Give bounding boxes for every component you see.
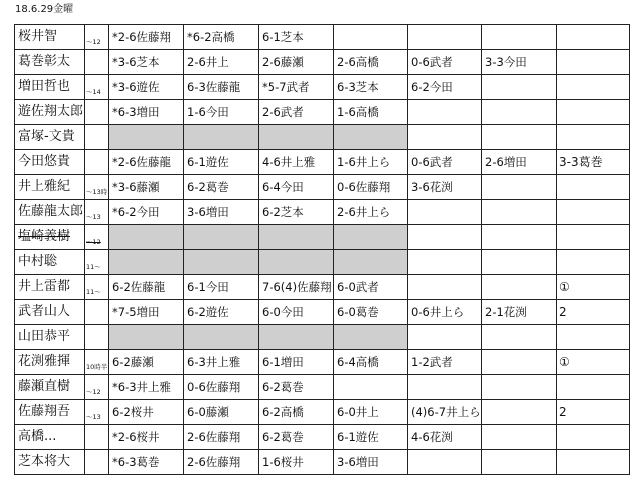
match-result-cell[interactable] — [184, 125, 259, 150]
time-note[interactable]: ～13時 — [85, 175, 109, 200]
time-note[interactable] — [85, 50, 109, 75]
time-note[interactable] — [85, 325, 109, 350]
match-result-cell[interactable]: 6-2葛巻 — [259, 425, 334, 450]
match-result-cell[interactable] — [109, 225, 184, 250]
match-result-cell[interactable]: 6-2遊佐 — [184, 300, 259, 325]
rank-mark[interactable] — [557, 125, 630, 150]
player-name[interactable]: 井上雷都 — [15, 275, 85, 300]
rank-mark[interactable] — [557, 225, 630, 250]
table-row — [15, 75, 630, 100]
match-result-cell[interactable] — [408, 275, 482, 300]
match-result-cell[interactable] — [408, 225, 482, 250]
match-result-cell[interactable]: *6-3井上雅 — [109, 375, 184, 400]
time-note[interactable]: 10時半 — [85, 350, 109, 375]
match-result-cell[interactable]: *2-6桜井 — [109, 425, 184, 450]
match-result-cell[interactable]: *7-5増田 — [109, 300, 184, 325]
match-result-cell[interactable]: 7-6(4)佐藤翔 — [259, 275, 334, 300]
match-result-cell[interactable]: 6-3佐藤龍 — [184, 75, 259, 100]
match-result-cell[interactable]: 6-2高橋 — [259, 400, 334, 425]
rank-mark[interactable] — [557, 100, 630, 125]
time-note[interactable]: 11～ — [85, 275, 109, 300]
match-result-cell[interactable] — [482, 400, 557, 425]
match-result-cell[interactable]: *2-6佐藤翔 — [109, 25, 184, 50]
match-result-cell[interactable]: 6-3井上雅 — [184, 350, 259, 375]
time-note[interactable] — [85, 450, 109, 475]
match-result-cell[interactable]: (4)6-7井上ら — [408, 400, 482, 425]
table-row — [15, 325, 630, 350]
match-result-cell[interactable]: 6-0藤瀬 — [184, 400, 259, 425]
time-note[interactable] — [85, 100, 109, 125]
time-note[interactable]: ～14 — [85, 75, 109, 100]
match-result-cell[interactable] — [109, 125, 184, 150]
match-result-cell[interactable]: 6-4今田 — [259, 175, 334, 200]
match-result-cell[interactable] — [184, 325, 259, 350]
table-row — [15, 225, 630, 250]
time-note[interactable] — [85, 425, 109, 450]
time-note[interactable]: ～13 — [85, 400, 109, 425]
player-name[interactable]: 井上雅紀 — [15, 175, 85, 200]
rank-mark[interactable] — [557, 25, 630, 50]
rank-mark[interactable] — [557, 75, 630, 100]
player-name[interactable]: 葛巻彰太 — [15, 50, 85, 75]
match-result-cell[interactable] — [334, 225, 408, 250]
match-result-cell[interactable]: 6-2藤瀬 — [109, 350, 184, 375]
match-result-cell[interactable] — [334, 375, 408, 400]
match-result-cell[interactable]: 3-3今田 — [482, 50, 557, 75]
table-row — [15, 200, 630, 225]
match-result-cell[interactable] — [408, 450, 482, 475]
player-name[interactable]: 塩崎義樹 — [15, 225, 85, 250]
rank-mark[interactable]: ① — [557, 350, 630, 375]
match-result-cell[interactable] — [408, 125, 482, 150]
match-result-cell[interactable] — [482, 125, 557, 150]
match-result-cell[interactable]: 6-3芝本 — [334, 75, 408, 100]
match-result-cell[interactable] — [259, 225, 334, 250]
match-result-cell[interactable] — [334, 325, 408, 350]
match-result-cell[interactable] — [482, 175, 557, 200]
table-row — [15, 350, 630, 375]
match-result-cell[interactable] — [334, 25, 408, 50]
match-result-cell[interactable]: 2-6増田 — [482, 150, 557, 175]
match-result-cell[interactable]: 0-6井上ら — [408, 300, 482, 325]
time-note[interactable]: ～13 — [85, 200, 109, 225]
match-result-cell[interactable] — [482, 225, 557, 250]
match-result-cell[interactable] — [482, 375, 557, 400]
player-name[interactable]: 芝本将大 — [15, 450, 85, 475]
match-result-cell[interactable]: 0-6佐藤翔 — [334, 175, 408, 200]
time-note[interactable]: 11～ — [85, 250, 109, 275]
match-result-cell[interactable] — [408, 25, 482, 50]
rank-mark[interactable] — [557, 200, 630, 225]
match-result-cell[interactable]: 6-1今田 — [184, 275, 259, 300]
match-result-cell[interactable] — [482, 100, 557, 125]
match-result-cell[interactable]: 3-6花渕 — [408, 175, 482, 200]
player-name[interactable]: 佐藤龍太郎 — [15, 200, 85, 225]
player-name[interactable]: 山田恭平 — [15, 325, 85, 350]
rank-mark[interactable] — [557, 425, 630, 450]
player-name[interactable]: 桜井智 — [15, 25, 85, 50]
player-name[interactable]: 高橋... — [15, 425, 85, 450]
match-result-cell[interactable]: 1-2武者 — [408, 350, 482, 375]
match-result-cell[interactable]: 1-6高橋 — [334, 100, 408, 125]
match-result-cell[interactable] — [259, 250, 334, 275]
match-result-cell[interactable]: 4-6井上雅 — [259, 150, 334, 175]
rank-mark[interactable]: ① — [557, 275, 630, 300]
match-result-cell[interactable] — [482, 75, 557, 100]
match-result-cell[interactable]: 2-6佐藤翔 — [184, 450, 259, 475]
rank-mark[interactable] — [557, 375, 630, 400]
match-result-cell[interactable]: 0-6武者 — [408, 150, 482, 175]
match-result-cell[interactable] — [259, 325, 334, 350]
player-name[interactable]: 今田悠貴 — [15, 150, 85, 175]
match-result-cell[interactable]: 0-6武者 — [408, 50, 482, 75]
match-result-cell[interactable] — [334, 125, 408, 150]
rank-mark[interactable]: 3-3葛巻 — [557, 150, 630, 175]
match-result-cell[interactable]: *3-6藤瀬 — [109, 175, 184, 200]
rank-mark[interactable] — [557, 450, 630, 475]
match-result-cell[interactable] — [184, 250, 259, 275]
match-result-cell[interactable]: *5-7武者 — [259, 75, 334, 100]
table-row — [15, 150, 630, 175]
match-result-cell[interactable]: *6-2今田 — [109, 200, 184, 225]
player-name[interactable]: 遊佐翔太郎 — [15, 100, 85, 125]
player-name[interactable]: 中村聡 — [15, 250, 85, 275]
rank-mark[interactable] — [557, 50, 630, 75]
match-result-cell[interactable]: 2-6高橋 — [334, 50, 408, 75]
match-result-cell[interactable]: 6-4高橋 — [334, 350, 408, 375]
player-name[interactable]: 武者山人 — [15, 300, 85, 325]
match-result-cell[interactable] — [482, 250, 557, 275]
match-result-cell[interactable]: 1-6井上ら — [334, 150, 408, 175]
table-row — [15, 300, 630, 325]
match-result-cell[interactable] — [109, 325, 184, 350]
match-result-cell[interactable] — [259, 125, 334, 150]
match-result-cell[interactable]: *6-3葛巻 — [109, 450, 184, 475]
table-row — [15, 425, 630, 450]
match-result-cell[interactable]: 2-6武者 — [259, 100, 334, 125]
table-row — [15, 125, 630, 150]
rank-mark[interactable]: 2 — [557, 400, 630, 425]
rank-mark[interactable]: 2 — [557, 300, 630, 325]
match-result-cell[interactable]: 4-6花渕 — [408, 425, 482, 450]
match-result-cell[interactable]: 6-2芝本 — [259, 200, 334, 225]
match-result-cell[interactable]: *3-6芝本 — [109, 50, 184, 75]
match-result-cell[interactable]: 6-1遊佐 — [334, 425, 408, 450]
rank-mark[interactable] — [557, 250, 630, 275]
table-row — [15, 50, 630, 75]
match-result-cell[interactable]: 6-1増田 — [259, 350, 334, 375]
match-result-cell[interactable]: 6-1遊佐 — [184, 150, 259, 175]
match-result-cell[interactable]: 6-1芝本 — [259, 25, 334, 50]
match-result-cell[interactable]: 2-6井上ら — [334, 200, 408, 225]
match-result-cell[interactable]: 2-6井上 — [184, 50, 259, 75]
table-row — [15, 25, 630, 50]
match-result-cell[interactable] — [408, 250, 482, 275]
table-row — [15, 275, 630, 300]
match-result-cell[interactable]: 6-2葛巻 — [184, 175, 259, 200]
player-name[interactable]: 富塚-文貴 — [15, 125, 85, 150]
match-result-cell[interactable] — [482, 425, 557, 450]
match-result-cell[interactable]: 6-0井上 — [334, 400, 408, 425]
match-result-cell[interactable]: 6-2葛巻 — [259, 375, 334, 400]
match-result-cell[interactable]: *6-2高橋 — [184, 25, 259, 50]
match-result-cell[interactable]: 6-0今田 — [259, 300, 334, 325]
match-result-cell[interactable]: 2-6佐藤翔 — [184, 425, 259, 450]
match-result-cell[interactable]: 0-6佐藤翔 — [184, 375, 259, 400]
match-result-cell[interactable]: *6-3増田 — [109, 100, 184, 125]
match-result-cell[interactable] — [482, 275, 557, 300]
results-table — [14, 24, 630, 475]
rank-mark[interactable] — [557, 175, 630, 200]
date-label: 18.6.29金曜 — [15, 4, 74, 15]
match-result-cell[interactable] — [482, 450, 557, 475]
time-note[interactable]: ～12 — [85, 225, 109, 250]
table-row — [15, 100, 630, 125]
match-result-cell[interactable]: 3-6増田 — [334, 450, 408, 475]
match-result-cell[interactable]: 3-6増田 — [184, 200, 259, 225]
time-note[interactable] — [85, 150, 109, 175]
match-result-cell[interactable]: *2-6佐藤龍 — [109, 150, 184, 175]
match-result-cell[interactable]: 1-6今田 — [184, 100, 259, 125]
match-result-cell[interactable] — [482, 25, 557, 50]
match-result-cell[interactable]: 6-0武者 — [334, 275, 408, 300]
rank-mark[interactable] — [557, 325, 630, 350]
table-row — [15, 450, 630, 475]
table-row — [15, 250, 630, 275]
match-result-cell[interactable] — [482, 350, 557, 375]
match-result-cell[interactable] — [408, 325, 482, 350]
match-result-cell[interactable]: 6-2佐藤龍 — [109, 275, 184, 300]
match-result-cell[interactable]: 6-2今田 — [408, 75, 482, 100]
match-result-cell[interactable]: 2-6藤瀬 — [259, 50, 334, 75]
match-result-cell[interactable] — [408, 100, 482, 125]
table-row — [15, 175, 630, 200]
match-result-cell[interactable]: 6-2桜井 — [109, 400, 184, 425]
match-result-cell[interactable] — [109, 250, 184, 275]
player-name[interactable]: 藤瀬直樹 — [15, 375, 85, 400]
match-result-cell[interactable]: *3-6遊佐 — [109, 75, 184, 100]
table-row — [15, 400, 630, 425]
match-result-cell[interactable] — [482, 200, 557, 225]
player-name[interactable]: 佐藤翔吾 — [15, 400, 85, 425]
match-result-cell[interactable] — [482, 325, 557, 350]
player-name[interactable]: 花渕雅揮 — [15, 350, 85, 375]
time-note[interactable] — [85, 300, 109, 325]
match-result-cell[interactable] — [408, 375, 482, 400]
match-result-cell[interactable]: 1-6桜井 — [259, 450, 334, 475]
time-note[interactable] — [85, 125, 109, 150]
time-note[interactable]: ～12 — [85, 375, 109, 400]
time-note[interactable]: ～12 — [85, 25, 109, 50]
match-result-cell[interactable]: 2-1花渕 — [482, 300, 557, 325]
match-result-cell[interactable] — [334, 250, 408, 275]
match-result-cell[interactable] — [408, 200, 482, 225]
table-row — [15, 375, 630, 400]
match-result-cell[interactable]: 6-0葛巻 — [334, 300, 408, 325]
player-name[interactable]: 増田哲也 — [15, 75, 85, 100]
match-result-cell[interactable] — [184, 225, 259, 250]
